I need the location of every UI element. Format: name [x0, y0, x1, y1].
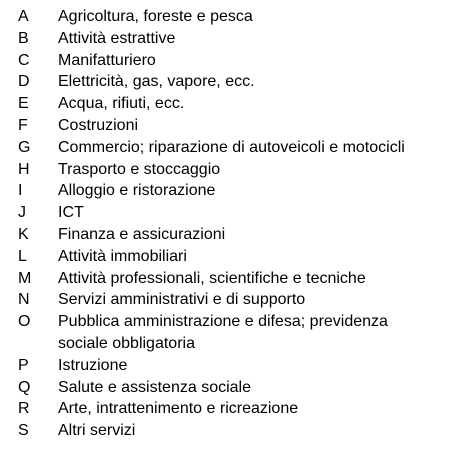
sector-row-l	[0, 246, 454, 268]
sector-label: Costruzioni	[58, 116, 139, 134]
sector-row-p	[0, 355, 454, 377]
sector-code: P	[18, 356, 29, 374]
sector-code: S	[18, 422, 29, 440]
sector-label: Arte, intrattenimento e ricreazione	[58, 400, 299, 418]
sector-label: Agricoltura, foreste e pesca	[58, 8, 253, 25]
sector-label: Acqua, rifiuti, ecc.	[58, 95, 185, 113]
sector-row-q	[0, 377, 454, 399]
sector-code: J	[18, 204, 26, 222]
sector-label: Finanza e assicurazioni	[58, 225, 226, 243]
sector-code: I	[18, 182, 23, 200]
sector-code: A	[18, 8, 29, 25]
sector-label: Pubblica amministrazione e difesa; previdenza sociale obbligatoria	[58, 313, 388, 352]
sector-row-j	[0, 202, 454, 224]
sector-code: G	[18, 138, 31, 156]
sector-code: R	[18, 400, 30, 418]
sector-label: Salute e assistenza sociale	[58, 378, 251, 396]
sector-code: M	[18, 269, 32, 287]
sector-code: O	[18, 313, 31, 331]
sector-label: Attività professionali, scientifiche e tecniche	[58, 269, 366, 287]
sector-label: Attività immobiliari	[58, 247, 187, 265]
sector-row-k	[0, 224, 454, 246]
sector-row-e	[0, 93, 454, 115]
sector-label: Attività estrattive	[58, 29, 176, 47]
sector-code: Q	[18, 378, 31, 396]
sector-row-s	[0, 420, 454, 442]
sector-label: Istruzione	[58, 356, 128, 374]
sector-row-a	[0, 6, 454, 28]
sector-code: B	[18, 29, 29, 47]
sector-row-b	[0, 28, 454, 50]
sector-code: L	[18, 247, 27, 265]
sector-code: H	[18, 160, 30, 178]
sector-label: Alloggio e ristorazione	[58, 182, 216, 200]
sector-row-h	[0, 159, 454, 181]
sector-row-i	[0, 180, 454, 202]
sector-label: Commercio; riparazione di autoveicoli e motocicli	[58, 138, 405, 156]
sector-row-c	[0, 50, 454, 72]
sector-code: F	[18, 116, 28, 134]
sector-row-d	[0, 71, 454, 93]
sector-code: K	[18, 225, 29, 243]
sector-label: Trasporto e stoccaggio	[58, 160, 221, 178]
sector-label: ICT	[58, 204, 84, 222]
sector-code: C	[18, 51, 30, 69]
sector-label: Elettricità, gas, vapore, ecc.	[58, 73, 255, 91]
sector-row-m	[0, 268, 454, 290]
sector-label: Servizi amministrativi e di supporto	[58, 291, 306, 309]
sector-code: E	[18, 95, 29, 113]
sector-row-n	[0, 289, 454, 311]
sector-code: N	[18, 291, 30, 309]
sector-row-o	[0, 311, 454, 355]
sector-code: D	[18, 73, 30, 91]
sector-legend	[0, 6, 454, 442]
sector-row-g	[0, 137, 454, 159]
sector-row-f	[0, 115, 454, 137]
sector-label: Altri servizi	[58, 422, 136, 440]
sector-label: Manifatturiero	[58, 51, 156, 69]
sector-row-r	[0, 398, 454, 420]
